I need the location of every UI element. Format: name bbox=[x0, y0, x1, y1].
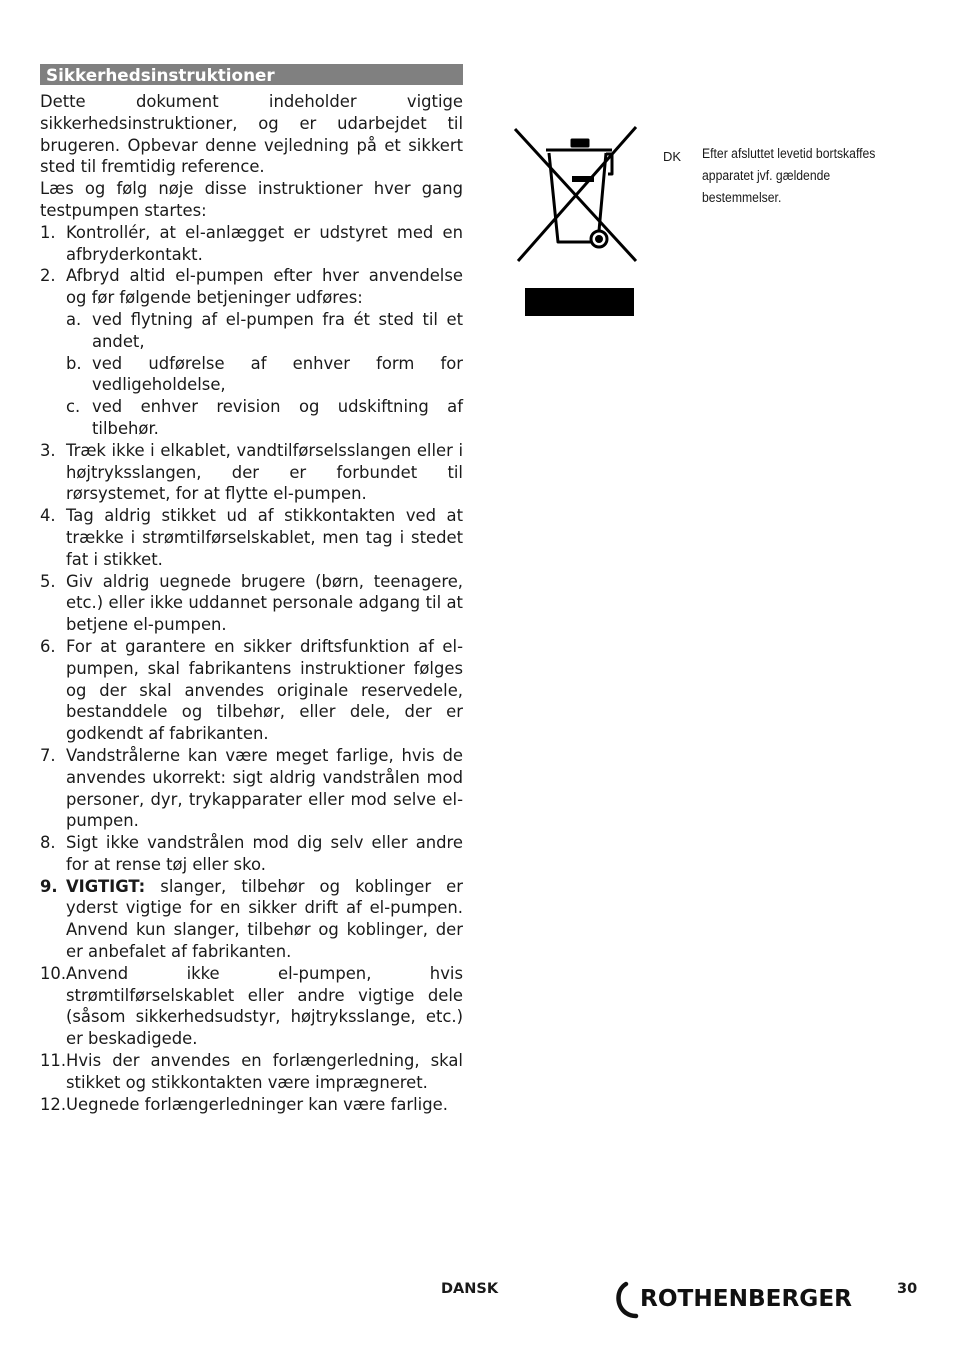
sub-item-letter: a. bbox=[66, 309, 82, 329]
sub-item-text: ved flytning af el-pumpen fra ét sted til et andet, bbox=[92, 309, 463, 351]
item-number: 4. bbox=[40, 506, 56, 526]
list-item bbox=[40, 505, 463, 570]
disposal-text: Efter afsluttet levetid bortskaffes apparatet jvf. gældende bestemmelser. bbox=[702, 146, 876, 206]
list-item bbox=[40, 1050, 463, 1094]
list-item bbox=[40, 1094, 463, 1116]
list-item bbox=[40, 571, 463, 636]
list-item bbox=[40, 636, 463, 745]
rothenberger-logo bbox=[612, 1280, 862, 1320]
weee-bar bbox=[525, 288, 634, 316]
item-text: Giv aldrig uegnede brugere (børn, teenagere, etc.) eller ikke uddannet personale adgang til at betjene el-pumpen. bbox=[66, 571, 463, 635]
item-text: Sigt ikke vandstrålen mod dig selv eller andre for at rense tøj eller sko. bbox=[66, 833, 463, 874]
list-item bbox=[40, 265, 463, 439]
item-number: 9. bbox=[40, 876, 58, 896]
sub-list bbox=[66, 309, 463, 440]
section-heading: Sikkerhedsinstruktioner bbox=[40, 64, 463, 85]
list-item bbox=[40, 876, 463, 963]
item-text: For at garantere en sikker driftsfunktion af el-pumpen, skal fabrikantens instruktioner følges og der skal anvendes originale reservedele, bestanddele og tilbehør, eller dele, der er godkendt af fabrikanten. bbox=[66, 636, 463, 744]
item-text: Afbryd altid el-pumpen efter hver anvendelse og før følgende betjeninger udføres: bbox=[66, 266, 463, 308]
sub-item-text: ved enhver revision og udskiftning af tilbehør. bbox=[92, 397, 463, 438]
sub-list-item bbox=[66, 309, 463, 353]
item-number: 7. bbox=[40, 745, 56, 765]
list-item bbox=[40, 832, 463, 876]
item-text: Tag aldrig stikket ud af stikkontakten ved at trække i strømtilførselskablet, men tag i stedet fat i stikket. bbox=[66, 506, 463, 569]
item-text: slanger, tilbehør og koblinger er yderst vigtige for en sikker drift af el-pumpen. Anvend kun slanger, tilbehør og koblinger, der er anbefalet af fabrikanten. bbox=[66, 876, 463, 962]
important-label: VIGTIGT: bbox=[66, 876, 146, 896]
language-code: DK bbox=[663, 149, 682, 164]
sub-list-item bbox=[66, 353, 463, 397]
list-item bbox=[40, 222, 463, 266]
list-item bbox=[40, 440, 463, 505]
page-number: 30 bbox=[897, 1281, 918, 1297]
list-item bbox=[40, 745, 463, 832]
item-number: 12. bbox=[40, 1094, 67, 1114]
sub-item-letter: c. bbox=[66, 397, 81, 417]
item-number: 8. bbox=[40, 833, 56, 853]
sub-item-text: ved udførelse af enhver form for vedligeholdelse, bbox=[92, 353, 463, 395]
item-number: 5. bbox=[40, 571, 56, 591]
item-text: Kontrollér, at el-anlægget er udstyret med en afbryderkontakt. bbox=[66, 222, 463, 264]
item-number: 10. bbox=[40, 963, 67, 983]
item-text: Uegnede forlængerledninger kan være farlige. bbox=[66, 1094, 448, 1114]
item-text: Anvend ikke el-pumpen, hvis strømtilførselskablet eller andre vigtige dele (såsom sikkerhedsudstyr, højtryksslange, etc.) er beskadigede. bbox=[66, 963, 463, 1049]
intro-paragraph: Dette dokument indeholder vigtige sikkerhedsinstruktioner, og er udarbejdet til brugeren. Opbevar denne vejledning på et sikkert sted til fremtidig reference. bbox=[40, 92, 463, 177]
sub-item-letter: b. bbox=[66, 353, 82, 373]
item-number: 2. bbox=[40, 266, 56, 286]
item-text: Træk ikke i elkablet, vandtilførselsslangen eller i højtryksslangen, der er forbundet til rørsystemet, for at flytte el-pumpen. bbox=[66, 440, 463, 504]
sub-list-item bbox=[66, 396, 463, 440]
item-text: Hvis der anvendes en forlængerledning, skal stikket og stikkontakten være imprægneret. bbox=[66, 1051, 463, 1092]
item-number: 6. bbox=[40, 636, 56, 656]
item-text: Vandstrålerne kan være meget farlige, hvis de anvendes ukorrekt: sigt aldrig vandstrålen mod personer, dyr, trykapparater eller mod selve el-pumpen. bbox=[66, 745, 463, 831]
logo-text: ROTHENBERGER bbox=[640, 1286, 853, 1312]
instruction-list bbox=[40, 222, 463, 1116]
safety-section bbox=[40, 64, 463, 1115]
item-number: 11. bbox=[40, 1051, 67, 1071]
item-number: 1. bbox=[40, 222, 56, 242]
crossed-out-wheelie-bin-icon bbox=[512, 124, 638, 264]
list-item bbox=[40, 963, 463, 1050]
item-number: 3. bbox=[40, 440, 56, 460]
footer-language: DANSK bbox=[441, 1281, 499, 1297]
intro-paragraph-2: Læs og følg nøje disse instruktioner hver gang testpumpen startes: bbox=[40, 179, 463, 220]
